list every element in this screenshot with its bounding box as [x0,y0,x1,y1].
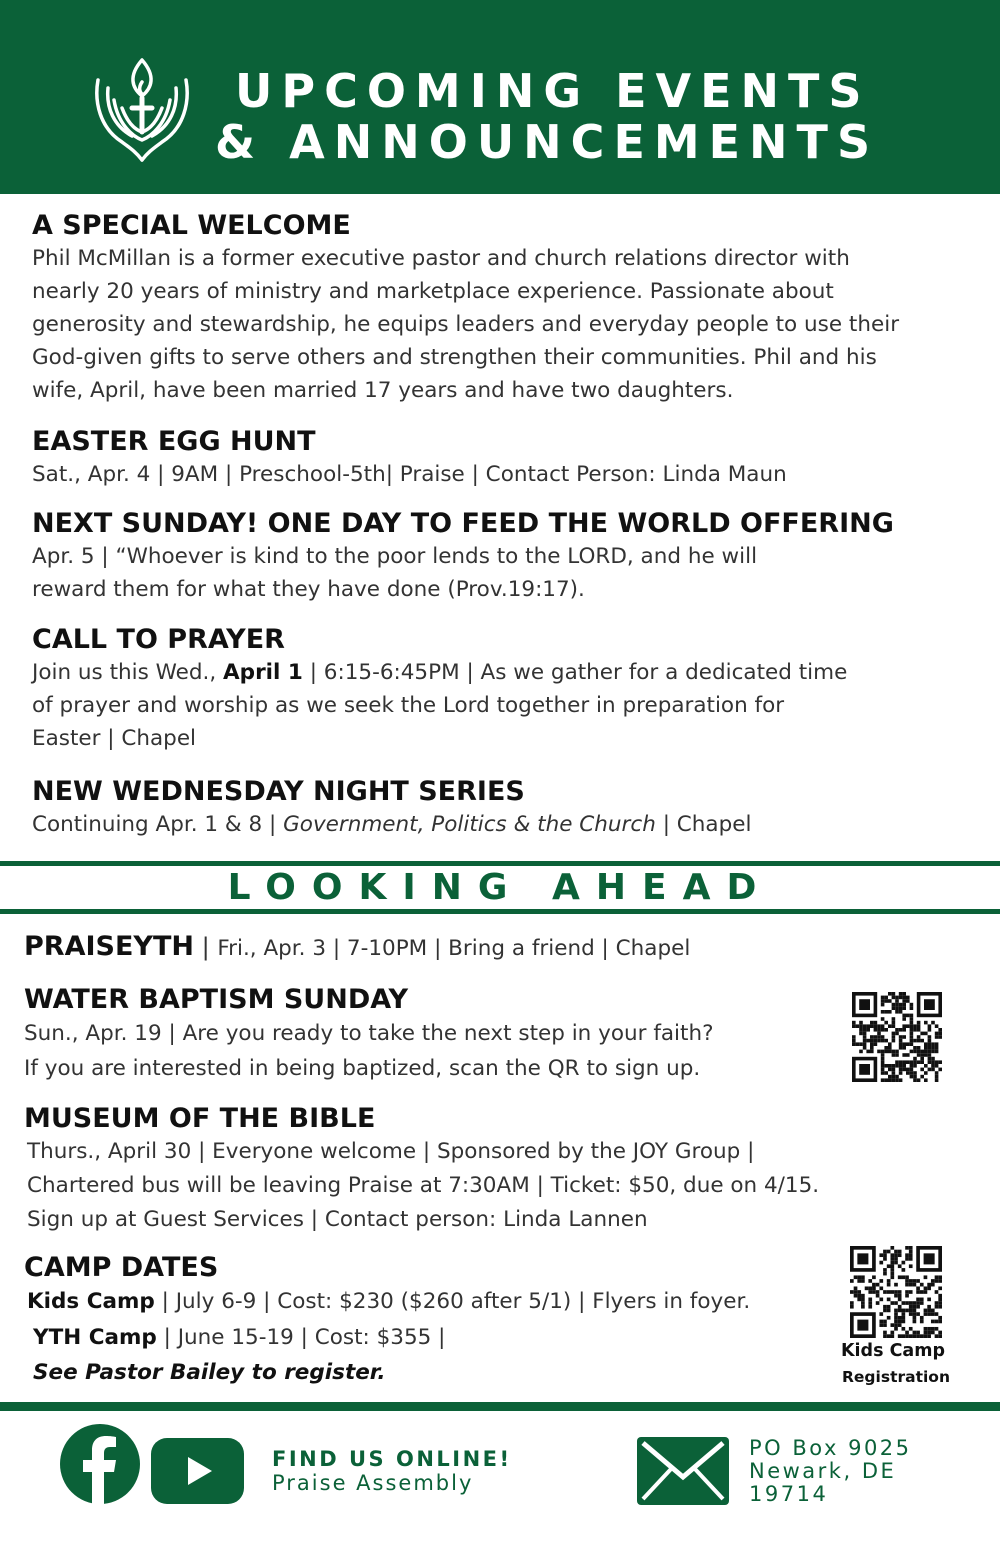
separator: | [193,933,218,961]
kids-camp-label: Kids Camp [27,1289,155,1314]
praiseyth-line [24,930,984,967]
offering-line: Apr. 5 | “Whoever is kind to the poor lends to the LORD, and he will [32,544,758,569]
page-title [215,66,985,168]
baptism-section [24,984,984,1086]
baptism-qr-code[interactable] [852,992,942,1082]
museum-line: Sign up at Guest Services | Contact person: Linda Lannen [27,1207,648,1232]
museum-section [24,1103,984,1237]
prayer-line: Easter | Chapel [32,726,197,751]
museum-heading: MUSEUM OF THE BIBLE [24,1103,376,1134]
title-line-2: & ANNOUNCEMENTS [215,115,880,169]
prayer-text: | 6:15-6:45PM | As we gather for a dedicated time [302,660,848,685]
camp-section [24,1252,834,1390]
register-note: See Pastor Bailey to register. [33,1360,386,1385]
prayer-section [32,624,992,755]
series-section [32,776,992,841]
baptism-line: If you are interested in being baptized, scan the QR to sign up. [24,1056,701,1081]
praiseyth-section [24,930,984,967]
series-details [32,808,992,841]
offering-section [32,508,992,606]
prayer-line: of prayer and worship as we seek the Lord together in preparation for [32,693,785,718]
yth-camp-label: YTH Camp [33,1325,157,1350]
qr-label-registration: Registration [841,1368,950,1386]
address-line: PO Box 9025 [749,1436,912,1460]
prayer-date: April 1 [223,660,303,685]
series-heading: NEW WEDNESDAY NIGHT SERIES [32,776,525,807]
footer-divider [0,1402,1000,1411]
address-line: Newark, DE [749,1459,897,1483]
kids-camp-details: | July 6-9 | Cost: $230 ($260 after 5/1) | Flyers in foyer. [154,1289,751,1314]
welcome-line: nearly 20 years of ministry and marketplace experience. Passionate about [32,279,834,304]
title-line-1: UPCOMING EVENTS [235,64,871,118]
series-text: Continuing Apr. 1 & 8 | [32,812,284,837]
prayer-line [32,656,992,689]
kids-camp-qr-code[interactable] [850,1246,942,1338]
museum-line: Chartered bus will be leaving Praise at 7:30AM | Ticket: $50, due on 4/15. [27,1173,820,1198]
praiseyth-details: Fri., Apr. 3 | 7-10PM | Bring a friend | Chapel [217,936,691,961]
looking-ahead-heading: LOOKING AHEAD [227,867,773,908]
easter-details: Sat., Apr. 4 | 9AM | Preschool-5th| Praise | Contact Person: Linda Maun [32,462,787,487]
envelope-icon [637,1437,729,1505]
qr-label-kids-camp: Kids Camp [840,1341,945,1361]
mailing-address [749,1437,912,1506]
easter-heading: EASTER EGG HUNT [32,426,316,457]
welcome-heading: A SPECIAL WELCOME [32,210,351,241]
welcome-line: Phil McMillan is a former executive pastor and church relations director with [32,246,850,271]
address-line: 19714 [749,1482,829,1506]
prayer-heading: CALL TO PRAYER [32,624,285,655]
camp-heading: CAMP DATES [24,1252,219,1283]
facebook-icon[interactable] [60,1424,140,1504]
youtube-icon[interactable] [151,1438,244,1504]
baptism-heading: WATER BAPTISM SUNDAY [24,984,409,1015]
yth-camp-details: | June 15-19 | Cost: $355 | [156,1325,446,1350]
yth-camp-line [24,1320,834,1356]
church-name: Praise Assembly [272,1471,474,1495]
header-banner [0,0,1000,194]
welcome-line: God-given gifts to serve others and strengthen their communities. Phil and his [32,345,877,370]
offering-heading: NEXT SUNDAY! ONE DAY TO FEED THE WORLD OFFERING [32,508,894,539]
series-title: Government, Politics & the Church [283,812,656,837]
prayer-text: Join us this Wed., [32,660,224,685]
museum-line: Thurs., April 30 | Everyone welcome | Sponsored by the JOY Group | [27,1139,755,1164]
series-text: | Chapel [655,812,752,837]
find-us-online: FIND US ONLINE! [272,1447,512,1471]
easter-section [32,426,992,491]
praiseyth-heading: PRAISEYTH [24,931,194,962]
welcome-line: wife, April, have been married 17 years and have two daughters. [32,378,734,403]
church-logo-icon [88,52,196,172]
baptism-line: Sun., Apr. 19 | Are you ready to take the next step in your faith? [24,1021,714,1046]
welcome-line: generosity and stewardship, he equips leaders and everyday people to use their [32,312,900,337]
offering-line: reward them for what they have done (Prov.19:17). [32,577,585,602]
divider-bottom [0,909,1000,914]
kids-camp-line [24,1284,834,1320]
welcome-section [32,210,992,407]
